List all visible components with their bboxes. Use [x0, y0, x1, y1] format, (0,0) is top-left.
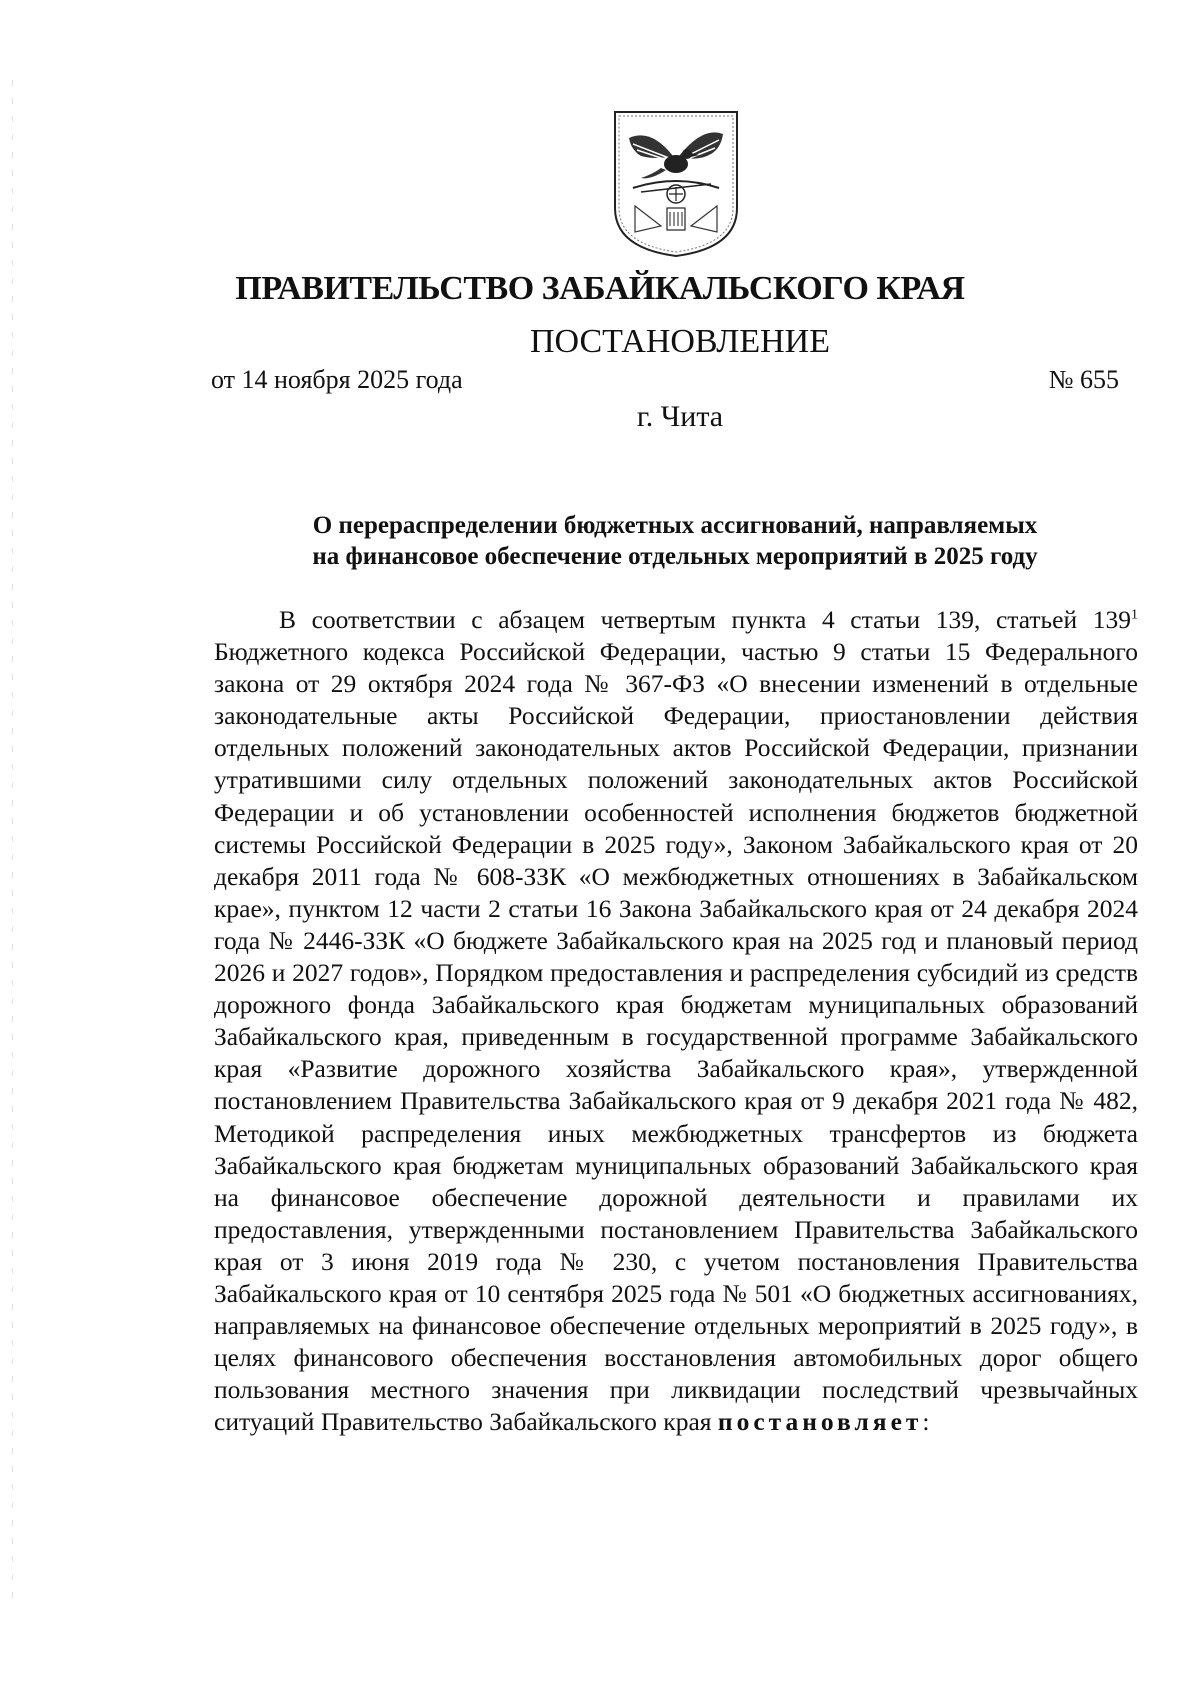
coat-of-arms-emblem — [611, 108, 741, 260]
document-heading — [200, 510, 1150, 572]
decree-word: постановляет — [717, 1407, 923, 1437]
heading-line-1: О перераспределении бюджетных ассигнований, направляемых — [312, 512, 1038, 539]
body-text-part-1: В соответствии с абзацем четвертым пункта 4 статьи 139, статьей 139 — [279, 605, 1131, 634]
heading-line-2: на финансовое обеспечение отдельных мероприятий в 2025 году — [312, 543, 1038, 570]
body-text-part-2: Бюджетного кодекса Российской Федерации, частью 9 статьи 15 Федерального закона от 29 октября 2024 года № 367-ФЗ «О внесении изменений в отдельные законодательные акты Российской Федерации, приостановлении действия отдельных положений законодательных актов Российской Федерации, признании утратившими силу отдельных положений законодательных актов Российской Федерации и об установлении особенностей исполнения бюджетов бюджетной системы Российской Федерации в 2025 году», Законом Забайкальского края от 20 декабря 2011 года № 608-ЗЗК «О межбюджетных отношениях в Забайкальском крае», пунктом 12 части 2 статьи 16 Закона Забайкальского края от 24 декабря 2024 года № 2446-ЗЗК «О бюджете Забайкальского края на 2025 год и плановый период 2026 и 2027 годов», Порядком предоставления и распределения субсидий из средств дорожного фонда Забайкальского края бюджетам муниципальных образований Забайкальского края, приведенным в государственной программе Забайкальского края «Развитие дорожного хозяйства Забайкальского края», утвержденной постановлением Правительства Забайкальского края от 9 декабря 2021 года № 482, Методикой распределения иных межбюджетных трансфертов из бюджета Забайкальского края бюджетам муниципальных образований Забайкальского края на финансовое обеспечение дорожной деятельности и правилами их предоставления, утвержденными постановлением Правительства Забайкальского края от 3 июня 2019 года № 230, с учетом постановления Правительства Забайкальского края от 10 сентября 2025 года № 501 «О бюджетных ассигнованиях, направляемых на финансовое обеспечение отдельных мероприятий в 2025 году», в целях финансового обеспечения восстановления автомобильных дорог общего пользования местного значения при ликвидации последствий чрезвычайных ситуаций Правительство Забайкальского края — [214, 637, 1138, 1437]
document-date: от 14 ноября 2025 года — [211, 365, 463, 394]
document-body — [214, 604, 1138, 1438]
document-city: г. Чита — [636, 400, 724, 433]
document-type: ПОСТАНОВЛЕНИЕ — [529, 323, 831, 360]
superscript-article-number: 1 — [1131, 607, 1138, 623]
document-number: № 655 — [1048, 365, 1119, 394]
organization-title: ПРАВИТЕЛЬСТВО ЗАБАЙКАЛЬСКОГО КРАЯ — [235, 270, 965, 307]
body-colon: : — [922, 1407, 930, 1437]
scan-edge — [12, 80, 13, 1600]
